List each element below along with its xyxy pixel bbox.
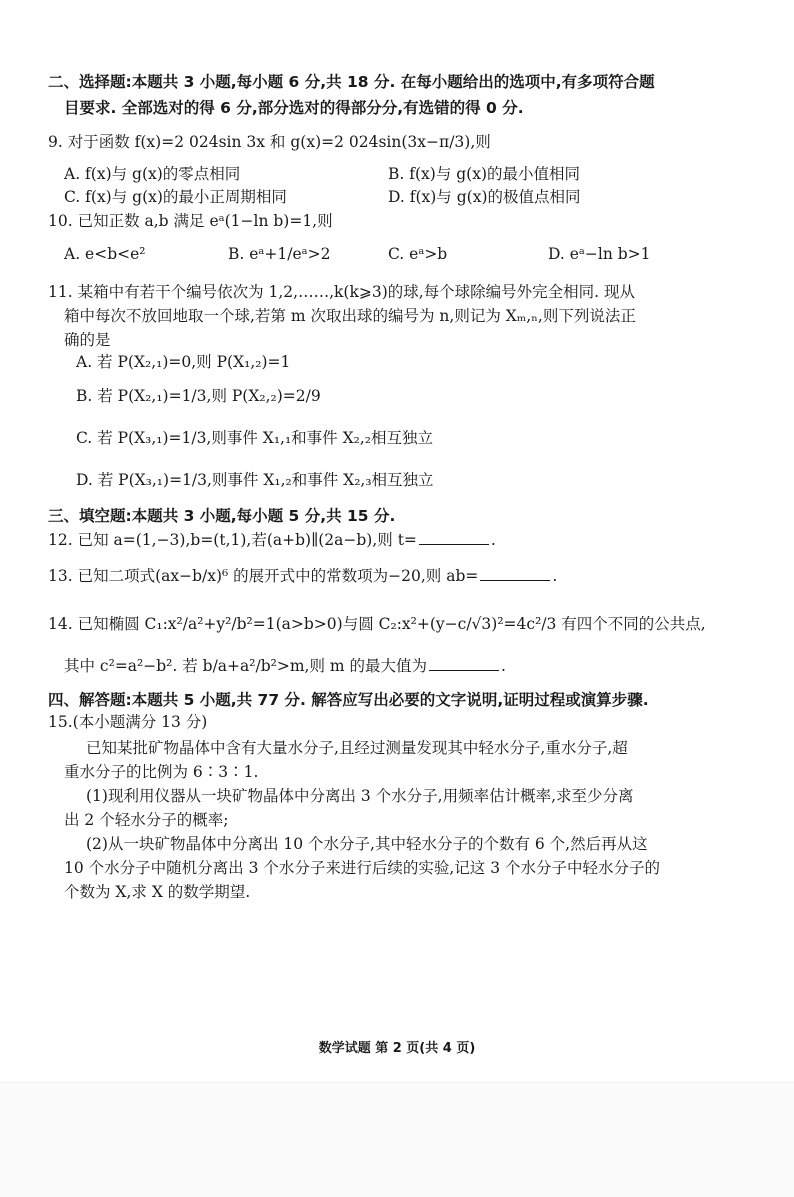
- question-10-option-c: C. eᵃ>b: [388, 245, 448, 263]
- question-15-paragraph-2: 重水分子的比例为 6∶3∶1.: [64, 763, 259, 781]
- question-15-paragraph-1: 已知某批矿物晶体中含有大量水分子,且经过测量发现其中轻水分子,重水分子,超: [86, 739, 628, 757]
- page-footer: 数学试题 第 2 页(共 4 页): [318, 1041, 476, 1056]
- question-12-end: .: [490, 531, 496, 549]
- section-2-heading-line-2: 目要求. 全部选对的得 6 分,部分选对的得部分分,有选错的得 0 分.: [64, 99, 524, 117]
- question-14-line-1: 14. 已知椭圆 C₁:x²/a²+y²/b²=1(a>b>0)与圆 C₂:x²+(y−c/√3)²=4c²/3 有四个不同的公共点,: [48, 615, 706, 633]
- section-4-heading: 四、解答题:本题共 5 小题,共 77 分. 解答应写出必要的文字说明,证明过程或演算步骤.: [48, 691, 649, 709]
- question-11-option-b: B. 若 P(X₂,₁)=1/3,则 P(X₂,₂)=2/9: [76, 387, 321, 405]
- question-13: [48, 566, 557, 586]
- question-10-option-b: B. eᵃ+1/eᵃ>2: [228, 245, 331, 263]
- question-15-part-2-line-1: (2)从一块矿物晶体中分离出 10 个水分子,其中轻水分子的个数有 6 个,然后再从这: [86, 835, 648, 853]
- section-2-heading-line-1: 二、选择题:本题共 3 小题,每小题 6 分,共 18 分. 在每小题给出的选项中,有多项符合题: [48, 73, 655, 91]
- answer-blank[interactable]: [480, 566, 550, 581]
- question-12: [48, 530, 496, 550]
- question-10-option-a: A. e<b<e²: [64, 245, 146, 263]
- question-15-part-2-line-3: 个数为 X,求 X 的数学期望.: [64, 883, 251, 901]
- question-9-option-a: A. f(x)与 g(x)的零点相同: [64, 165, 241, 183]
- question-13-end: .: [552, 567, 558, 585]
- question-11-option-c: C. 若 P(X₃,₁)=1/3,则事件 X₁,₁和事件 X₂,₂相互独立: [76, 429, 433, 447]
- section-3-heading: 三、填空题:本题共 3 小题,每小题 5 分,共 15 分.: [48, 507, 396, 525]
- page-bottom-margin: [0, 1082, 794, 1197]
- question-11-line-1: 11. 某箱中有若干个编号依次为 1,2,……,k(k⩾3)的球,每个球除编号外完全相同. 现从: [48, 283, 636, 301]
- question-14-end: .: [501, 657, 506, 675]
- question-9-stem: 9. 对于函数 f(x)=2 024sin 3x 和 g(x)=2 024sin(3x−π/3),则: [48, 133, 491, 151]
- question-11-line-2: 箱中每次不放回地取一个球,若第 m 次取出球的编号为 n,则记为 Xₘ,ₙ,则下列说法正: [64, 307, 636, 325]
- question-11-option-d: D. 若 P(X₃,₁)=1/3,则事件 X₁,₂和事件 X₂,₃相互独立: [76, 471, 434, 489]
- question-9-option-d: D. f(x)与 g(x)的极值点相同: [388, 188, 581, 206]
- question-10-stem: 10. 已知正数 a,b 满足 eᵃ(1−ln b)=1,则: [48, 212, 333, 230]
- question-9-option-c: C. f(x)与 g(x)的最小正周期相同: [64, 188, 287, 206]
- question-15-header: 15.(本小题满分 13 分): [48, 713, 208, 731]
- question-13-text: 13. 已知二项式(ax−b/x)⁶ 的展开式中的常数项为−20,则 ab=: [48, 567, 479, 585]
- question-15-part-2-line-2: 10 个水分子中随机分离出 3 个水分子来进行后续的实验,记这 3 个水分子中轻水分子的: [64, 859, 661, 877]
- question-10-option-d: D. eᵃ−ln b>1: [548, 245, 651, 263]
- question-9-option-b: B. f(x)与 g(x)的最小值相同: [388, 165, 581, 183]
- answer-blank[interactable]: [419, 530, 489, 545]
- question-15-part-1-line-1: (1)现利用仪器从一块矿物晶体中分离出 3 个水分子,用频率估计概率,求至少分离: [86, 787, 634, 805]
- question-14-text: 其中 c²=a²−b². 若 b/a+a²/b²>m,则 m 的最大值为: [64, 657, 428, 675]
- question-11-option-a: A. 若 P(X₂,₁)=0,则 P(X₁,₂)=1: [76, 353, 291, 371]
- question-15-part-1-line-2: 出 2 个轻水分子的概率;: [64, 811, 229, 829]
- question-14-line-2: [64, 656, 506, 676]
- question-12-text: 12. 已知 a=(1,−3),b=(t,1),若(a+b)∥(2a−b),则 t=: [48, 531, 417, 549]
- question-11-line-3: 确的是: [64, 331, 111, 349]
- answer-blank[interactable]: [429, 656, 499, 671]
